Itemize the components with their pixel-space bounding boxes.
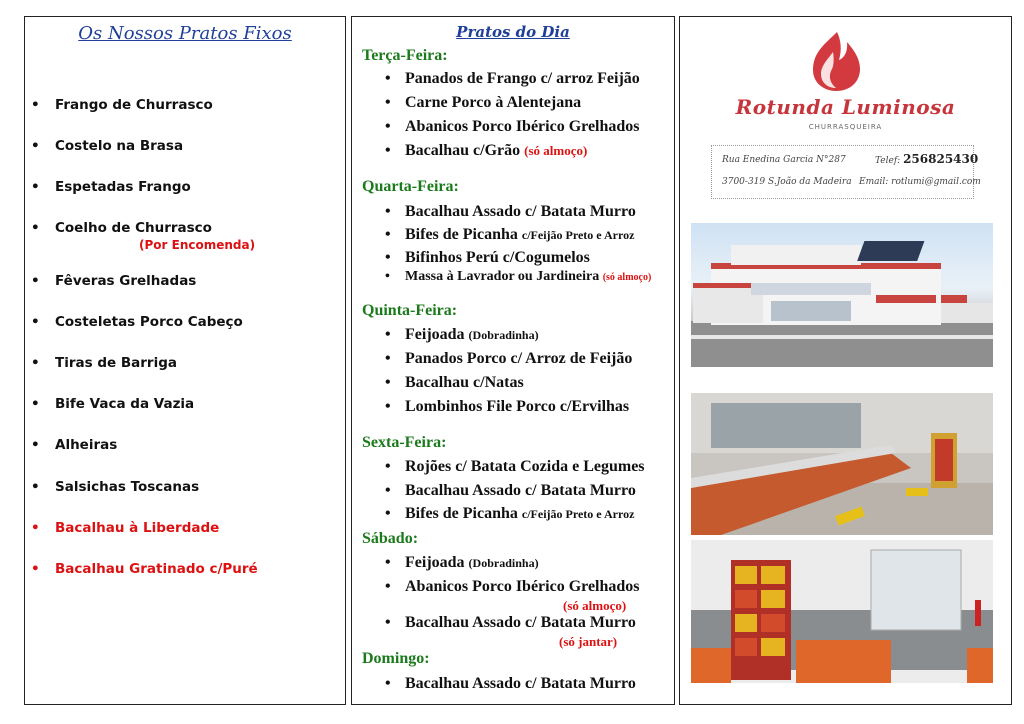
dish-label: Bifes de Picanha: [405, 226, 518, 243]
dish-label: Alheiras: [55, 437, 118, 453]
dish-label: Costeletas Porco Cabeço: [55, 314, 243, 330]
order-note: (Por Encomenda): [139, 238, 256, 252]
dish-label: Bifes de Picanha: [405, 505, 518, 522]
list-item: [31, 396, 195, 412]
dish-label: Bacalhau Assado c/ Batata Murro: [405, 675, 636, 692]
list-item: [31, 273, 197, 289]
list-item: [385, 578, 640, 596]
list-item: [385, 614, 636, 632]
lunch-only-note: (só almoço): [563, 598, 627, 613]
dish-label: Abanicos Porco Ibérico Grelhados: [405, 578, 640, 595]
dish-label: Fêveras Grelhadas: [55, 273, 197, 289]
dish-label: Bacalhau Gratinado c/Puré: [55, 561, 258, 577]
dish-label: Lombinhos File Porco c/Ervilhas: [405, 398, 630, 415]
list-item: [385, 675, 636, 693]
list-item: [385, 326, 539, 344]
list-item: [385, 269, 652, 285]
address-line-1: Rua Enedina Garcia N°287: [722, 155, 846, 165]
bullet-icon: •: [385, 505, 391, 522]
restaurant-info-panel: [679, 16, 1012, 705]
dish-detail: c/Feijão Preto e Arroz: [521, 507, 635, 521]
dish-label: Feijoada: [405, 326, 465, 343]
list-item: [31, 561, 258, 577]
bullet-icon: •: [385, 398, 391, 415]
bullet-icon: •: [385, 675, 391, 692]
list-item: [385, 374, 524, 392]
restaurant-subtitle: CHURRASQUEIRA: [808, 123, 883, 131]
day-heading-wednesday: Quarta-Feira:: [362, 178, 459, 195]
bullet-icon: •: [31, 355, 40, 371]
list-item: [385, 203, 636, 221]
dish-detail: (Dobradinha): [468, 328, 539, 342]
dish-label: Rojões c/ Batata Cozida e Legumes: [405, 458, 645, 475]
bullet-icon: •: [31, 273, 40, 289]
day-heading-thursday: Quinta-Feira:: [362, 302, 458, 319]
dinner-only-note: (só jantar): [559, 634, 618, 649]
list-item: [31, 220, 256, 252]
bullet-icon: •: [385, 326, 391, 343]
bullet-icon: •: [31, 479, 40, 495]
list-item: [385, 249, 590, 267]
bullet-icon: •: [31, 561, 40, 577]
dish-label: Carne Porco à Alentejana: [405, 94, 582, 111]
bullet-icon: •: [385, 269, 390, 284]
list-item: [385, 482, 636, 500]
dish-label: Bife Vaca da Vazia: [55, 396, 195, 412]
dish-label: Bacalhau Assado c/ Batata Murro: [405, 482, 636, 499]
bullet-icon: •: [385, 482, 391, 499]
dish-label: Tiras de Barriga: [55, 355, 177, 371]
flame-icon: [807, 30, 865, 92]
bullet-icon: •: [31, 520, 40, 536]
restaurant-name: Rotunda Luminosa: [735, 95, 956, 119]
bullet-icon: •: [31, 220, 40, 236]
phone-number: 256825430: [903, 152, 979, 166]
phone-line: [875, 152, 978, 166]
bullet-icon: •: [385, 350, 391, 367]
list-item: [31, 179, 191, 195]
dish-detail: c/Feijão Preto e Arroz: [521, 228, 635, 242]
dish-label: Abanicos Porco Ibérico Grelhados: [405, 118, 640, 135]
bullet-icon: •: [385, 70, 391, 87]
list-item: [31, 314, 243, 330]
bullet-icon: •: [385, 249, 391, 266]
list-item: [385, 94, 582, 112]
list-item: [385, 398, 630, 416]
dish-label: Feijoada: [405, 554, 465, 571]
day-heading-friday: Sexta-Feira:: [362, 434, 447, 451]
fixed-dishes-panel: [24, 16, 346, 705]
dish-label: Bacalhau à Liberdade: [55, 520, 220, 536]
list-item: [385, 226, 635, 244]
bullet-icon: •: [31, 314, 40, 330]
dish-label: Bacalhau c/Grão: [405, 142, 521, 159]
list-item: [31, 355, 177, 371]
fixed-dishes-title: Os Nossos Pratos Fixos: [78, 23, 292, 44]
list-item: [385, 118, 640, 136]
dish-label: Massa à Lavrador ou Jardineira: [405, 269, 600, 284]
list-item: [385, 70, 640, 88]
bullet-icon: •: [385, 142, 391, 159]
dish-label: Bifinhos Perú c/Cogumelos: [405, 249, 590, 266]
dish-label: Frango de Churrasco: [55, 97, 213, 113]
list-item: [385, 458, 645, 476]
dish-label: Bacalhau Assado c/ Batata Murro: [405, 203, 636, 220]
bullet-icon: •: [385, 578, 391, 595]
dish-label: Panados Porco c/ Arroz de Feijão: [405, 350, 633, 367]
dish-detail: (Dobradinha): [468, 556, 539, 570]
daily-dishes-title: Pratos do Dia: [456, 23, 570, 41]
dish-label: Costelo na Brasa: [55, 138, 184, 154]
bullet-icon: •: [385, 203, 391, 220]
dish-label: Salsichas Toscanas: [55, 479, 200, 495]
daily-dishes-panel: [351, 16, 675, 705]
dish-label: Coelho de Churrasco: [55, 220, 212, 236]
dish-label: Bacalhau c/Natas: [405, 374, 524, 391]
email-label: Email:: [859, 177, 889, 187]
bullet-icon: •: [385, 554, 391, 571]
bullet-icon: •: [31, 97, 40, 113]
list-item: [31, 520, 220, 536]
bullet-icon: •: [385, 94, 391, 111]
bullet-icon: •: [31, 138, 40, 154]
list-item: [385, 350, 633, 368]
dining-area-photo: [691, 540, 993, 683]
address-line-2: 3700-319 S.João da Madeira: [722, 177, 852, 187]
dish-label: Espetadas Frango: [55, 179, 191, 195]
list-item: [31, 437, 118, 453]
day-heading-tuesday: Terça-Feira:: [362, 47, 448, 64]
bullet-icon: •: [385, 374, 391, 391]
bullet-icon: •: [31, 179, 40, 195]
list-item: [31, 479, 200, 495]
contact-box: [711, 145, 981, 199]
list-item: [385, 554, 539, 572]
list-item: [385, 505, 635, 523]
building-photo: [691, 223, 993, 367]
bullet-icon: •: [385, 118, 391, 135]
dish-label: Bacalhau Assado c/ Batata Murro: [405, 614, 636, 631]
day-heading-saturday: Sábado:: [362, 530, 419, 547]
bullet-icon: •: [31, 396, 40, 412]
bullet-icon: •: [385, 614, 391, 631]
email-line: [859, 177, 981, 187]
email-address: rotlumi@gmail.com: [891, 177, 981, 187]
lunch-only-note: (só almoço): [602, 272, 652, 283]
bullet-icon: •: [385, 458, 391, 475]
bullet-icon: •: [385, 226, 391, 243]
dish-label: Panados de Frango c/ arroz Feijão: [405, 70, 640, 87]
list-item: [31, 97, 213, 113]
lunch-only-note: (só almoço): [524, 143, 588, 158]
counter-photo: [691, 393, 993, 535]
bullet-icon: •: [31, 437, 40, 453]
list-item: [31, 138, 184, 154]
day-heading-sunday: Domingo:: [362, 650, 430, 667]
phone-label: Telef:: [875, 156, 901, 166]
list-item: [385, 142, 588, 160]
